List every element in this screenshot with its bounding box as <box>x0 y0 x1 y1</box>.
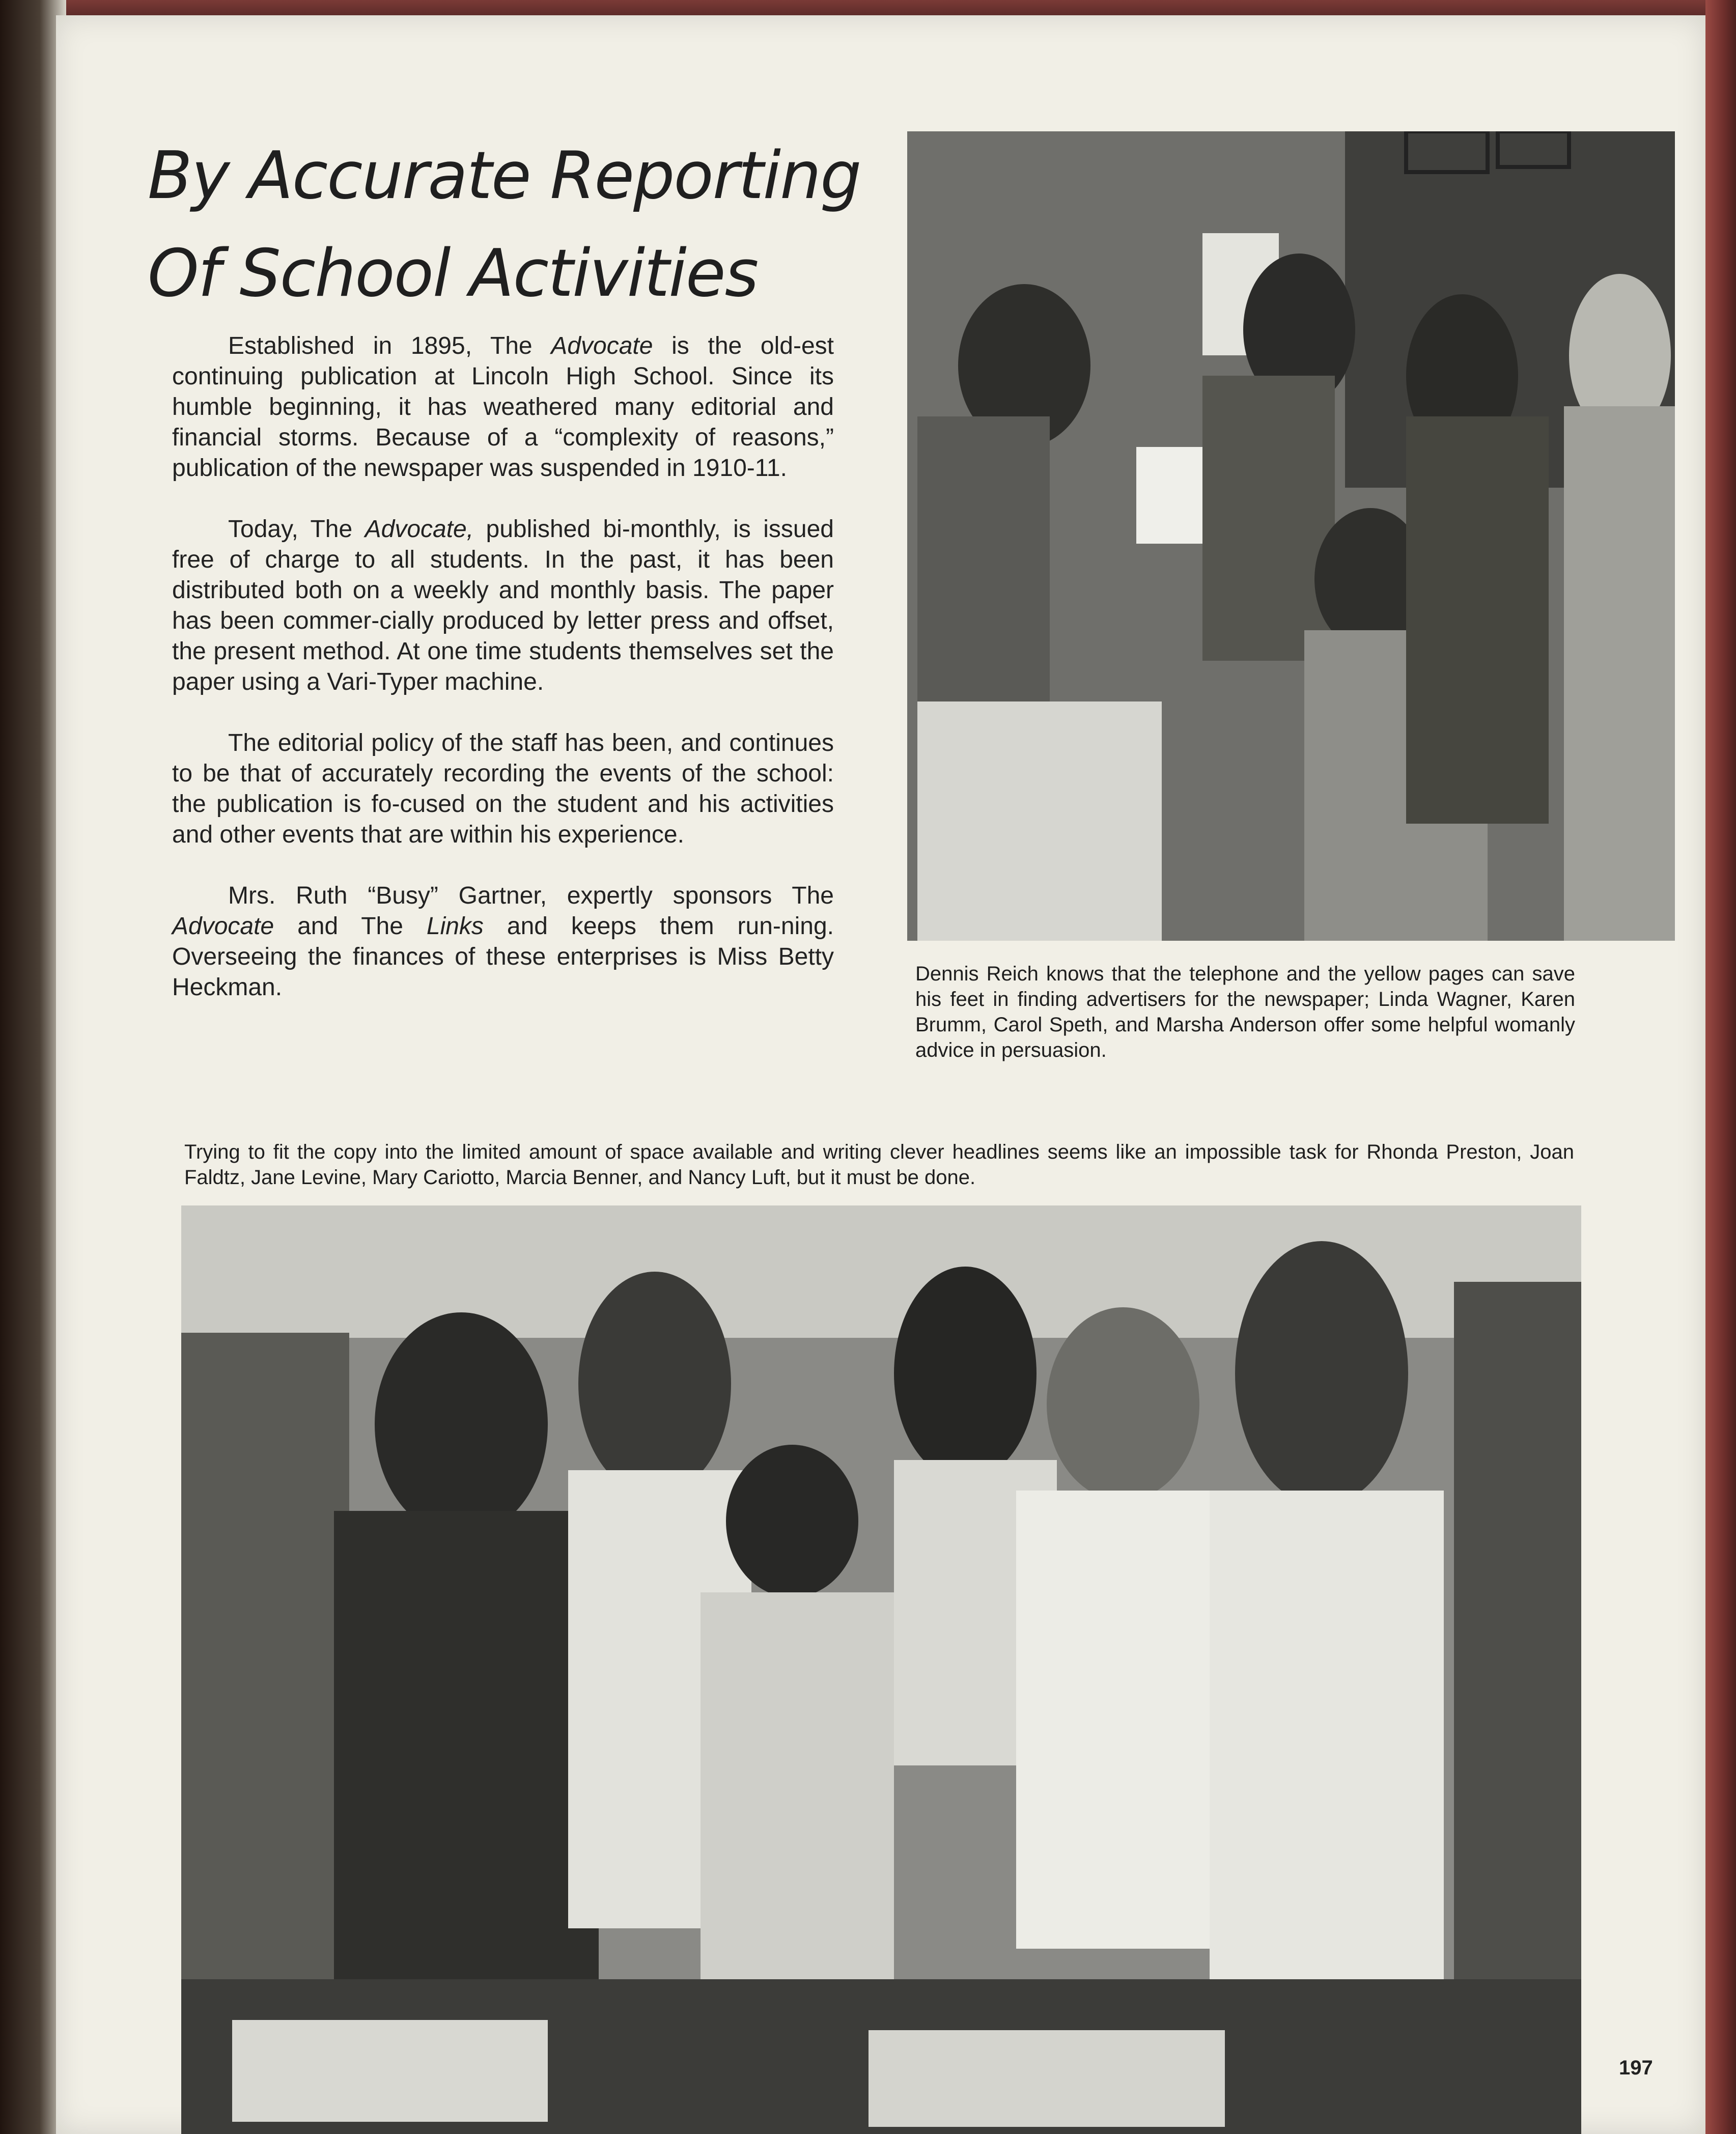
photo-top-illustration <box>907 131 1675 941</box>
p4-links-italic: Links <box>426 913 484 940</box>
headline <box>148 127 891 323</box>
caption-bottom-photo: Trying to fit the copy into the limited amount of space available and writing clever headlines seems like an impossible task for Rhonda Preston, Joan Faldtz, Jane Levine, Mary Cariotto, Marcia Benner, and Nancy Luft, but it must be done. <box>184 1141 1574 1189</box>
p1-text-a: Established in 1895, The <box>228 332 551 359</box>
p2-text-a: Today, The <box>228 516 365 543</box>
photo-bottom-illustration <box>181 1205 1581 2134</box>
p2-text-b: published bi-monthly, is issued free of charge to all students. In the past, it has been distributed both on a weekly and monthly basis. The paper has been commer-cially produced by letter press and offset, the present method. At one time students themselves set the paper using a Vari-Typer machine. <box>172 516 834 695</box>
headline-line-1: By Accurate Reporting <box>148 138 861 214</box>
book-binding-right <box>1705 0 1736 2134</box>
p4-advocate-italic: Advocate <box>172 913 274 940</box>
article-paragraph-1 <box>172 331 834 484</box>
page-number: 197 <box>1619 2057 1653 2079</box>
article-paragraph-4 <box>172 881 834 1003</box>
p1-advocate-italic: Advocate <box>551 332 653 359</box>
caption-top-photo: Dennis Reich knows that the telephone and the yellow pages can save his feet in finding advertisers for the newspaper; Linda Wagner, Karen Brumm, Carol Speth, and Marsha Anderson offer some helpful womanly advice in persuasion. <box>915 963 1575 1061</box>
p1-text-b: is the old-est continuing publication at Lincoln High School. Since its humble beginning, it has weathered many editorial and financial storms. Because of a “complexity of reasons,” publication of the newspaper was suspended in 1910-11. <box>172 332 834 482</box>
p4-text-b: and The <box>274 913 427 940</box>
article-body <box>172 331 834 1033</box>
p2-advocate-italic: Advocate, <box>365 516 474 543</box>
article-paragraph-3: The editorial policy of the staff has been, and continues to be that of accurately recording the events of the school: the publication is fo-cused on the student and his activities and other events that are within his experience. <box>172 729 834 848</box>
p4-text-a: Mrs. Ruth “Busy” Gartner, expertly sponsors The <box>228 882 834 909</box>
book-binding-top <box>0 0 1736 17</box>
p4-text-c: and keeps them run-ning. Overseeing the finances of these enterprises is Miss Betty Heckman. <box>172 913 834 1001</box>
photo-copy-editing-staff <box>181 1205 1581 2134</box>
photo-newspaper-staff-telephone <box>907 131 1675 941</box>
article-paragraph-2 <box>172 514 834 697</box>
headline-line-2: Of School Activities <box>148 236 758 312</box>
